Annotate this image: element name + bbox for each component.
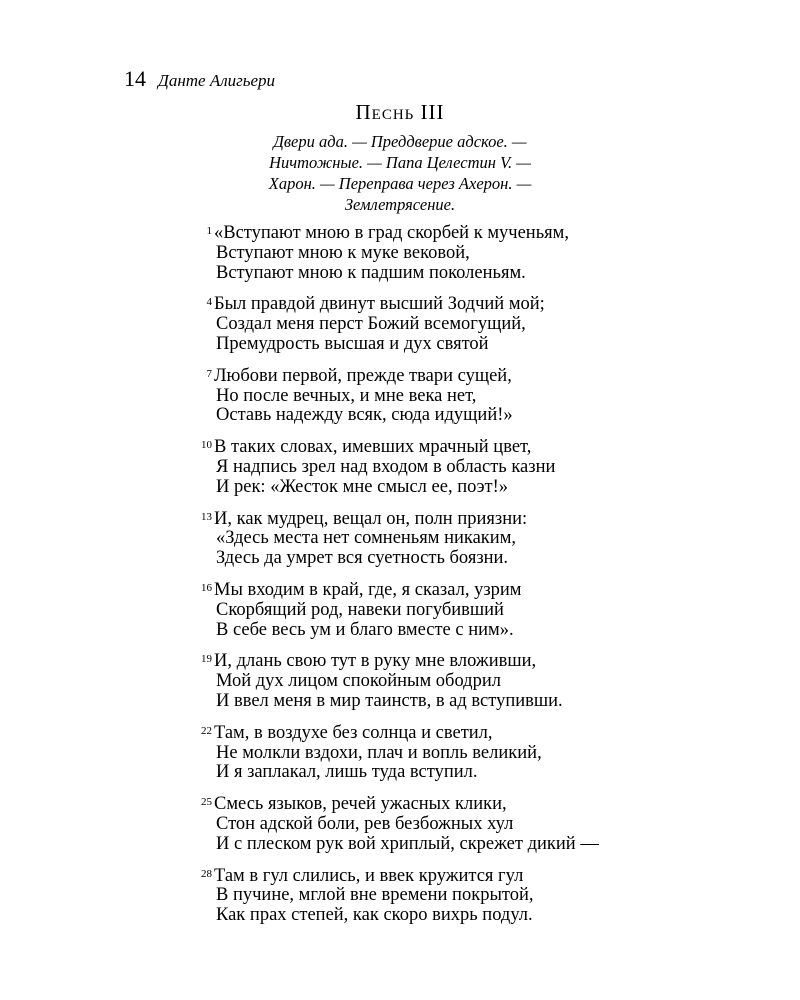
verse-line: В пучине, мглой вне времени покрытой, (216, 885, 534, 906)
canto-title-text: Песнь III (355, 100, 445, 124)
verse-line: Смесь языков, речей ужасных клики, (214, 794, 507, 815)
argument-line: Двери ада. — Преддверие адское. — (273, 132, 527, 151)
tercet (190, 438, 750, 497)
verse-number: 10 (201, 439, 212, 452)
verse-line: Не молкли вздохи, плач и вопль великий, (216, 742, 542, 763)
tercet (190, 795, 750, 854)
verse-line: Но после вечных, и мне века нет, (216, 385, 477, 406)
verse-line: В себе весь ум и благо вместе с ним». (216, 619, 514, 640)
verse-line: «Вступают мною в град скорбей к мученьям, (214, 223, 569, 243)
verse-line: И, длань свою тут в руку мне вложивши, (214, 651, 537, 672)
verse-number: 28 (201, 867, 212, 880)
tercet (190, 652, 750, 711)
verse-line: Был правдой двинут высший Зодчий мой; (214, 294, 545, 315)
verse-line: Вступают мною к падшим поколеньям. (216, 262, 526, 283)
verse-line: Я надпись зрел над входом в область казни (216, 456, 556, 477)
verse-line: «Здесь места нет сомненьям никаким, (216, 528, 517, 549)
verse-number: 7 (206, 367, 212, 380)
tercet (190, 581, 750, 640)
tercet (190, 224, 750, 283)
verse-line: Вступают мною к муке вековой, (216, 242, 470, 263)
verse-number: 13 (201, 510, 212, 523)
page-number: 14 (124, 66, 146, 91)
verse-line: Там в гул слились, и ввек кружится гул (214, 865, 524, 886)
verse-number: 16 (201, 581, 212, 594)
running-head (124, 66, 275, 92)
verse-line: Любови первой, прежде твари сущей, (214, 365, 512, 386)
verse-line: И с плеском рук вой хриплый, скрежет дикий — (216, 833, 599, 854)
verse-line: Как прах степей, как скоро вихрь подул. (216, 905, 533, 926)
verse-line: Мой дух лицом спокойным ободрил (216, 671, 501, 692)
verse-line: И я заплакал, лишь туда вступил. (216, 762, 478, 783)
tercet (190, 724, 750, 783)
verse-line: И ввел меня в мир таинств, в ад вступивши. (216, 690, 563, 711)
verse-number: 4 (206, 296, 212, 309)
verse-line: И, как мудрец, вещал он, полн приязни: (214, 508, 528, 529)
canto-title (0, 100, 800, 125)
tercet (190, 867, 750, 926)
verse-number: 19 (201, 653, 212, 666)
verse-line: В таких словах, имевших мрачный цвет, (214, 437, 532, 458)
verse-number: 22 (201, 724, 212, 737)
verse-line: Создал меня перст Божий всемогущий, (216, 314, 526, 335)
verse-line: Скорбящий род, навеки погубивший (216, 599, 504, 620)
verse-line: И рек: «Жесток мне смысл ее, поэт!» (216, 476, 509, 497)
poem-text (190, 224, 750, 938)
canto-argument (180, 131, 620, 215)
verse-line: Там, в воздухе без солнца и светил, (214, 722, 493, 743)
verse-line: Стон адской боли, рев безбожных хул (216, 813, 514, 834)
verse-line: Мы входим в край, где, я сказал, узрим (214, 579, 522, 600)
verse-line: Здесь да умрет вся суетность боязни. (216, 548, 509, 569)
tercet (190, 510, 750, 569)
verse-line: Оставь надежду всяк, сюда идущий!» (216, 405, 513, 426)
argument-line: Харон. — Переправа через Ахерон. — (268, 174, 532, 193)
tercet (190, 295, 750, 354)
tercet (190, 367, 750, 426)
argument-line: Землетрясение. (344, 195, 456, 214)
running-title: Данте Алигьери (158, 71, 276, 90)
verse-line: Премудрость высшая и дух святой (216, 333, 489, 354)
verse-number: 1 (206, 225, 212, 237)
verse-number: 25 (201, 796, 212, 809)
argument-line: Ничтожные. — Папа Целестин V. — (269, 153, 531, 172)
